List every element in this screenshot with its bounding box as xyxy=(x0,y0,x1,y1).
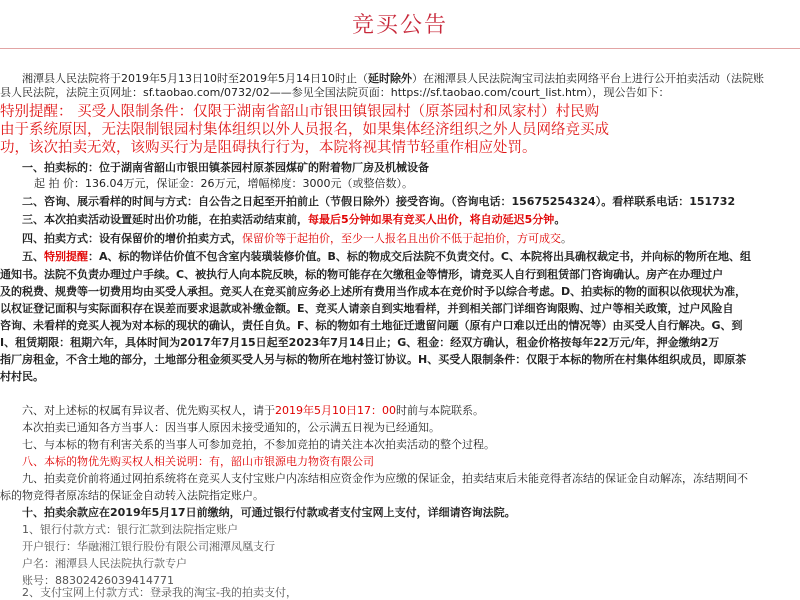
section-6-text: 六、对上述标的权属有异议者、优先购买权人，请于 xyxy=(22,404,275,417)
intro-line-1 xyxy=(22,72,764,86)
section-3-emphasis: 每最后5分钟如果有竞买人出价，将自动延迟5分钟 xyxy=(308,213,555,226)
section-4-end: 。 xyxy=(561,232,572,245)
section-4-text: 四、拍卖方式：设有保留价的增价拍卖方式， xyxy=(22,232,242,245)
warning-line-3: 功，该次拍卖无效，该购买行为是阻碍执行行为，本院将视其情节轻重作相应处罚。 xyxy=(0,140,537,156)
section-1-price: 起 拍 价：136.04万元，保证金：26万元，增幅梯度：3000元（或整倍数）。 xyxy=(34,177,413,190)
section-9-line-1: 九、拍卖竞价前将通过网拍系统将在竞买人支付宝账户内冻结相应资金作为应缴的保证金，拍卖结束后未能竞得者冻结的保证金自动解冻，冻结期间不 xyxy=(22,472,748,485)
section-3-end: 。 xyxy=(554,213,566,226)
section-10: 十、拍卖余款应在2019年5月17日前缴纳，可通过银行付款或者支付宝网上支付，详细请咨询法院。 xyxy=(22,506,516,519)
section-7: 七、与本标的物有利害关系的当事人可参加竞拍，不参加竞拍的请关注本次拍卖活动的整个过程。 xyxy=(22,438,495,451)
section-5-line-5: 咨询、未看样的竞买人视为对本标的现状的确认，责任自负。F、标的物如有土地征迁遗留问题（原有户口难以迁出的情况等）由买受人自行解决。G、到 xyxy=(0,319,743,332)
section-6 xyxy=(22,404,484,418)
section-5-line-6: I、租赁期限：租期六年，具体时间为2017年7月15日起至2023年7月14日止；G、租金：经双方确认，租金价格按每年22万元/年，押金缴纳2万 xyxy=(0,336,720,349)
section-4-emphasis: 保留价等于起拍价，至少一人报名且出价不低于起拍价，方可成交 xyxy=(242,232,561,245)
warning-line-1: 特别提醒： 买受人限制条件：仅限于湖南省韶山市银田镇银园村（原茶园村和凤家村）村民购 xyxy=(0,104,600,120)
section-5-line-8: 村村民。 xyxy=(0,370,44,383)
section-5-num: 五、 xyxy=(22,250,44,263)
page-title: 竞买公告 xyxy=(351,13,448,38)
section-6-note: 本次拍卖已通知各方当事人：因当事人原因未接受通知的，公示满五日视为已经通知。 xyxy=(22,421,440,434)
section-5-line-3: 及的税费、规费等一切费用均由买受人承担。竞买人在竞买前应务必上述所有费用当作成本在竞价时予以综合考虑。D、拍卖标的物的面积以依现状为准， xyxy=(0,285,747,298)
warning-line-2: 由于系统原因，无法限制银园村集体组织以外人员报名，如果集体经济组织之外人员网络竞买成 xyxy=(0,122,609,138)
payment-bank-name: 开户银行：华融湘江银行股份有限公司湘潭凤凰支行 xyxy=(22,540,275,553)
section-1: 一、拍卖标的：位于湖南省韶山市银田镇茶园村原茶园煤矿的附着物厂房及机械设备 xyxy=(22,161,429,174)
section-8: 八、本标的物优先购买权人相关说明：有，韶山市银源电力物资有限公司 xyxy=(22,455,374,468)
intro-text-2: ）在湘潭县人民法院淘宝司法拍卖网络平台上进行公开拍卖活动（法院账 xyxy=(411,72,764,85)
section-3-text: 三、本次拍卖活动设置延时出价功能，在拍卖活动结束前， xyxy=(22,213,308,226)
section-2: 二、咨询、展示看样的时间与方式：自公告之日起至开拍前止（节假日除外）接受咨询。（咨询电话：15675254324）。看样联系电话：151732 xyxy=(22,195,736,208)
section-3 xyxy=(22,213,565,227)
section-5-line-7: 指厂房租金，不含土地的部分，土地部分租金须买受人另与标的物所在地村签订协议。H、买受人限制条件：仅限于本标的物所在村集体组织成员，即原茶 xyxy=(0,353,747,366)
intro-emphasis: 延时除外 xyxy=(367,72,412,85)
section-5-line-1 xyxy=(22,250,751,264)
section-4 xyxy=(22,232,572,246)
title-divider xyxy=(0,48,800,49)
section-6-deadline: 2019年5月10日17：00 xyxy=(275,404,396,417)
payment-account-number: 账号：88302426039414771 xyxy=(22,574,174,587)
section-5-line-2: 通知书。法院不负责办理过户手续。C、被执行人向本院反映，标的物可能存在欠缴租金等情形，请竞买人自行到租赁部门咨询确认。房产在办理过户 xyxy=(0,268,724,281)
section-5-line-4: 以权证登记面积与实际面积存在误差而要求退款或补缴金额。E、竞买人请亲自到实地看样，并到相关部门详细咨询限购、过户等相关政策，过户风险自 xyxy=(0,302,734,315)
intro-text-1: 湘潭县人民法院将于2019年5月13日10时至2019年5月14日10时止（ xyxy=(22,72,368,85)
intro-line-2: 县人民法院，法院主页网址：sf.taobao.com/0732/02——参见全国法院页面：https://sf.taobao.com/court_list.htm），现公告如下： xyxy=(0,86,670,99)
section-5-text: ：A、标的物详估价值不包含室内装璜装修价值。B、标的物成交后法院不负责交付。C、本院将出具确权裁定书，并向标的物所在地、组 xyxy=(88,250,751,263)
payment-bank-method: 1、银行付款方式：银行汇款到法院指定账户 xyxy=(22,523,238,536)
payment-alipay-method: 2、支付宝网上付款方式：登录我的淘宝-我的拍卖支付， xyxy=(22,586,297,599)
payment-account-name: 户名：湘潭县人民法院执行款专户 xyxy=(22,557,187,570)
section-5-emphasis: 特别提醒 xyxy=(44,250,88,263)
section-9-line-2: 标的物竞得者原冻结的保证金自动转入法院指定账户。 xyxy=(0,489,264,502)
section-6-end: 时前与本院联系。 xyxy=(395,404,484,417)
